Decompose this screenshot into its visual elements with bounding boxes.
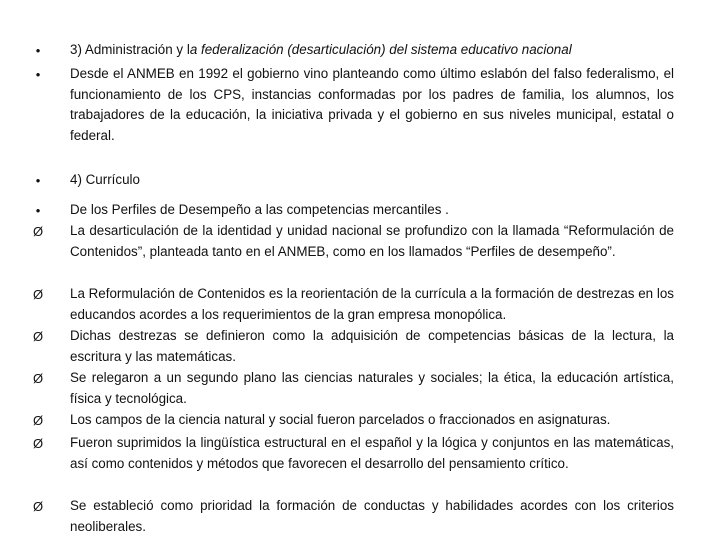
arrow-bullet-icon: Ø [32, 499, 44, 514]
paragraph-text: Dichas destrezas se definieron como la adquisición de competencias básicas de la lectura, la escritura y las matemáticas. [70, 328, 674, 364]
bullet-dot: • [35, 43, 41, 58]
subheading-text: De los Perfiles de Desempeño a las competencias mercantiles . [70, 202, 449, 217]
arrow-bullet-icon: Ø [32, 224, 44, 239]
heading-text [70, 40, 674, 61]
arrow-bullet-icon: Ø [32, 287, 44, 302]
section-heading: 4) Currículo [70, 172, 140, 187]
heading-italic: a federalización (desarticulación) del sistema educativo nacional [189, 42, 572, 57]
paragraph-text: Desde el ANMEB en 1992 el gobierno vino planteando como último eslabón del falso federalismo, el funcionamiento de los CPS, instancias conformadas por los padres de familia, los alumnos, los trabajadores de la educación, la iniciativa privada y el gobierno en sus niveles municipal, estatal o federal. [70, 66, 674, 143]
paragraph-text: Fueron suprimidos la lingüística estructural en el español y la lógica y conjuntos en las matemáticas, así como contenidos y métodos que favorecen el desarrollo del pensamiento crítico. [70, 435, 674, 471]
paragraph-text: Los campos de la ciencia natural y social fueron parcelados o fraccionados en asignaturas. [70, 412, 611, 427]
arrow-bullet-icon: Ø [32, 436, 44, 451]
arrow-bullet-icon: Ø [32, 371, 44, 386]
paragraph-text: La Reformulación de Contenidos es la reorientación de la currícula a la formación de destrezas en los educandos acordes a los requerimientos de la gran empresa monopólica. [70, 286, 674, 322]
paragraph-text: Se estableció como prioridad la formación de conductas y habilidades acordes con los criterios neoliberales. [70, 498, 674, 534]
arrow-bullet-icon: Ø [32, 329, 44, 344]
bullet-dot: • [35, 173, 41, 188]
paragraph-text: Se relegaron a un segundo plano las ciencias naturales y sociales; la ética, la educación artística, física y tecnológica. [70, 370, 674, 406]
bullet-dot: • [35, 203, 41, 218]
arrow-bullet-icon: Ø [32, 413, 44, 428]
heading-prefix: 3) Administración y l [70, 42, 190, 57]
bullet-dot: • [35, 67, 41, 82]
paragraph-text: La desarticulación de la identidad y unidad nacional se profundizo con la llamada “Reformulación de Contenidos”, planteada tanto en el ANMEB, como en los llamados “Perfiles de desempeño”. [70, 223, 674, 259]
